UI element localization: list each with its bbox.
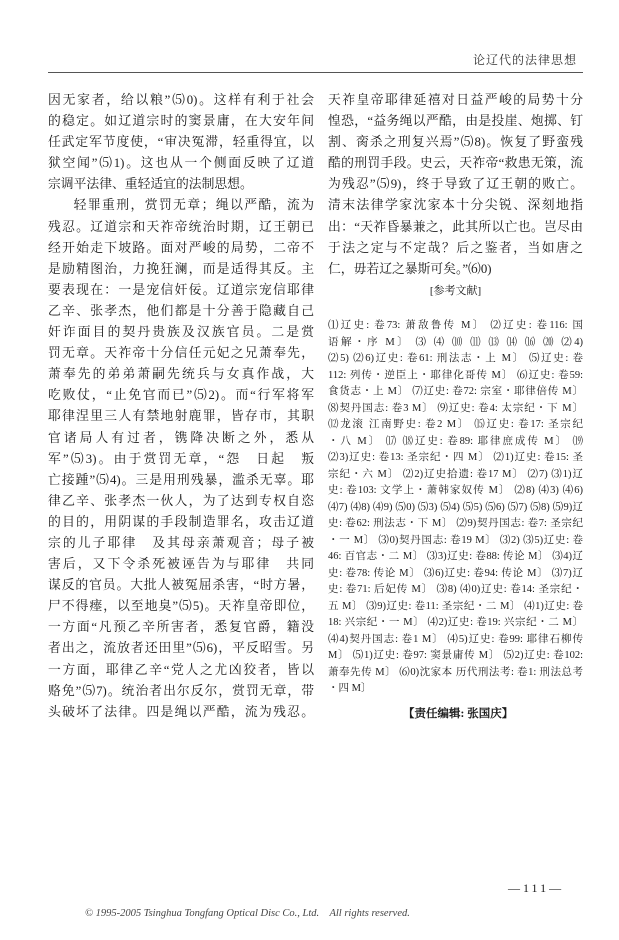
text-line: 律乙辛、张孝杰一伙人，为了达到专权自恣	[48, 493, 314, 508]
text-line: 因无家者，给以粮”⑸0)。这样有利于社会	[48, 93, 314, 107]
text-line: 乙辛、张孝杰，他们都是十分善于隐藏自己	[48, 303, 314, 318]
text-line: 为残忍”⑸9)，终于导致了辽王朝的败亡。	[328, 177, 583, 192]
reference-line: 史: 卷71: 后妃传 M〕 ⑶8) ⑷0)辽史: 卷14: 圣宗纪・	[328, 584, 583, 595]
text-line: 萧奉先的弟弟萧嗣先统兵与女真作战，大	[48, 367, 314, 382]
reference-line: 18: 兴宗纪・一 M〕 ⑷2)辽史: 卷19: 兴宗纪・二 M〕	[328, 617, 583, 628]
left-column	[48, 90, 314, 723]
reference-line: 萧奉先传 M〕 ⑹0)沈家本 历代刑法考: 卷1: 刑法总考	[328, 666, 583, 678]
text-line: 残忍。辽道宗和天祚帝统治时期，辽王朝已	[48, 219, 314, 234]
text-line: 尸不得瘗，以至地臭”⑸5)。天祚皇帝即位，	[48, 599, 314, 614]
text-line: 亡接踵”⑸4)。三是用刑残暴，滥杀无辜。耶	[48, 472, 314, 487]
text-line: 军”⑸3)。由于赏罚无章，“怨 日起 叛	[48, 451, 314, 466]
text-line: 天祚皇帝耶律延禧对日益严峻的局势十分	[328, 93, 583, 107]
reference-line: 语解・序 M〕 ⑶ ⑷ ⑽ ⑾ ⒀ ⒁ ⒃ ⒇ ⑵4)	[328, 336, 583, 348]
text-line: 耶律涅里三人有禁地射鹿罪，皆存市，其职	[48, 409, 314, 424]
text-line: 的稳定。如辽道宗时的窦景庸，在大安年间	[48, 114, 314, 129]
reference-line: ⑵3)辽史: 卷13: 圣宗纪・四 M〕 ⑵1)辽史: 卷15: 圣	[328, 452, 583, 463]
reference-line: 五 M〕 ⑶9)辽史: 卷11: 圣宗纪・二 M〕 ⑷1)辽史: 卷	[328, 600, 583, 612]
reference-line: 史: 卷103: 文学上・萧韩家奴传 M〕 ⑵8) ⑷3) ⑷6)	[328, 485, 583, 496]
reference-line: 食货志・上 M〕 ⑺辽史: 卷72: 宗室・耶律倍传 M〕	[328, 386, 583, 397]
text-line: 官诸局人有过者，镌降决断之外，悉从	[48, 430, 314, 445]
reference-list	[328, 318, 583, 698]
text-line: 奸诈面目的契丹贵族及汉族官员。二是赏	[48, 325, 314, 340]
text-line: 出：“天祚昏暴兼之，此其所以亡也。岂尽由	[328, 219, 583, 234]
page-number: —111—	[508, 881, 565, 895]
text-line: 惶恐，“益务绳以严酷，由是投崖、炮掷、钉	[328, 114, 583, 129]
reference-line: ⑿龙滚 江南野史: 卷2 M〕 ⒂辽史: 卷17: 圣宗纪	[328, 419, 583, 430]
text-line: 一方面“凡预乙辛所害者，悉复官爵，籍没	[48, 620, 314, 635]
text-line: 吃败仗，“止免官而已”⑸2)。而“行军将军	[48, 388, 314, 403]
text-line: 仁，毋若辽之暴斯可矣。”⑹0)	[328, 261, 492, 276]
reference-line: ⑻契丹国志: 卷3 M〕 ⑼辽史: 卷4: 太宗纪・下 M〕	[328, 402, 583, 414]
paragraph	[328, 90, 583, 280]
reference-line: ・一 M〕 ⑶0)契丹国志: 卷19 M〕 ⑶2) ⑶5)辽史: 卷	[328, 534, 583, 546]
reference-line: ・四 M〕	[328, 683, 372, 694]
text-line: 狱空闻”⑸1)。这也从一个侧面反映了辽道	[48, 156, 314, 171]
reference-line: 46: 百官志・二 M〕 ⑶3)辽史: 卷88: 传论 M〕 ⑶4)辽	[328, 551, 583, 562]
reference-line: 史: 卷62: 刑法志・下 M〕 ⑵9)契丹国志: 卷7: 圣宗纪	[328, 518, 583, 529]
reference-line: ・八 M〕 ⒄ ⒅辽史: 卷89: 耶律庶成传 M〕 ⒆	[328, 435, 583, 447]
text-line: 的目的，用阴谋的手段制造罪名，攻击辽道	[48, 514, 314, 529]
text-line: 清末法律学家沈家本十分尖锐、深刻地指	[328, 198, 583, 213]
reference-line: 宗纪・六 M〕 ⑵2)辽史拾遗: 卷17 M〕 ⑵7) ⑶1)辽	[328, 468, 583, 480]
reference-line: ⑷4)契丹国志: 卷1 M〕 ⑷5)辽史: 卷99: 耶律石柳传	[328, 633, 583, 645]
text-line: 赂免”⑸7)。统治者出尔反尔，赏罚无章，带	[48, 683, 314, 698]
reference-line: 112: 列传・逆臣上・耶律化哥传 M〕 ⑹辽史: 卷59:	[328, 369, 583, 381]
reference-line: 史: 卷78: 传论 M〕 ⑶6)辽史: 卷94: 传论 M〕 ⑶7)辽	[328, 567, 583, 579]
running-title: 论辽代的法律思想	[472, 53, 577, 67]
paragraph	[48, 90, 314, 195]
editor-note: 【责任编辑: 张国庆】	[403, 708, 514, 720]
reference-line: ⑴辽史: 卷73: 萧敌鲁传 M〕 ⑵辽史: 卷116: 国	[328, 320, 583, 331]
text-line: 谋反的官员。大批人被冤屈杀害，“时方暑，	[48, 578, 314, 593]
reference-line: ⑷7) ⑷8) ⑷9) ⑸0) ⑸3) ⑸4) ⑸5) ⑸6) ⑸7) ⑸8) ⑸9)辽	[328, 501, 583, 513]
reference-line: ⑵5) ⑵6)辽史: 卷61: 刑法志・上 M〕 ⑸辽史: 卷	[328, 353, 583, 364]
text-line: 任武定军节度使，“审决冤滞，轻重得宜，以	[48, 135, 314, 150]
copyright-footer: © 1995-2005 Tsinghua Tongfang Optical Disc Co., Ltd. All rights reserved.	[85, 908, 410, 919]
paragraph	[48, 195, 314, 722]
references-heading: [参考文献]	[429, 285, 482, 297]
text-line: 宗的儿子耶律 及其母亲萧观音；母子被	[48, 535, 314, 550]
text-line: 割、脔杀之刑复兴焉”⑸8)。恢复了野蛮残	[328, 135, 583, 150]
right-column	[328, 90, 583, 280]
text-line: 宗调平法律、重轻适宜的法制思想。	[48, 177, 253, 192]
reference-line: M〕 ⑸1)辽史: 卷97: 窦景庸传 M〕 ⑸2)辽史: 卷102:	[328, 650, 583, 661]
header-rule	[48, 72, 583, 73]
text-line: 于法之定与不定哉？后之鉴者，当如唐之	[328, 240, 583, 255]
text-line: 一方面，耶律乙辛“党人之尤凶狡者，皆以	[48, 662, 314, 677]
text-line: 者出之，流放者还田里”⑸6)，平反昭雪。另	[48, 641, 314, 656]
text-line: 是励精图治，力挽狂澜，而是适得其反。主	[48, 261, 314, 276]
text-line: 头破坏了法律。四是绳以严酷，流为残忍。	[48, 704, 314, 719]
text-line: 害后，又下令杀死被诬告为与耶律 共同	[48, 557, 314, 572]
text-line: 要表现在：一是宠信奸佞。辽道宗宠信耶律	[48, 282, 314, 297]
text-line: 酷的刑罚手段。史云，天祚帝“救患无策，流	[328, 156, 583, 171]
text-line: 轻罪重刑，赏罚无章；绳以严酷，流为	[73, 198, 314, 213]
text-line: 经开始走下坡路。面对严峻的局势，二帝不	[48, 240, 314, 255]
text-line: 罚无章。天祚帝十分信任元妃之兄萧奉先，	[48, 346, 314, 361]
